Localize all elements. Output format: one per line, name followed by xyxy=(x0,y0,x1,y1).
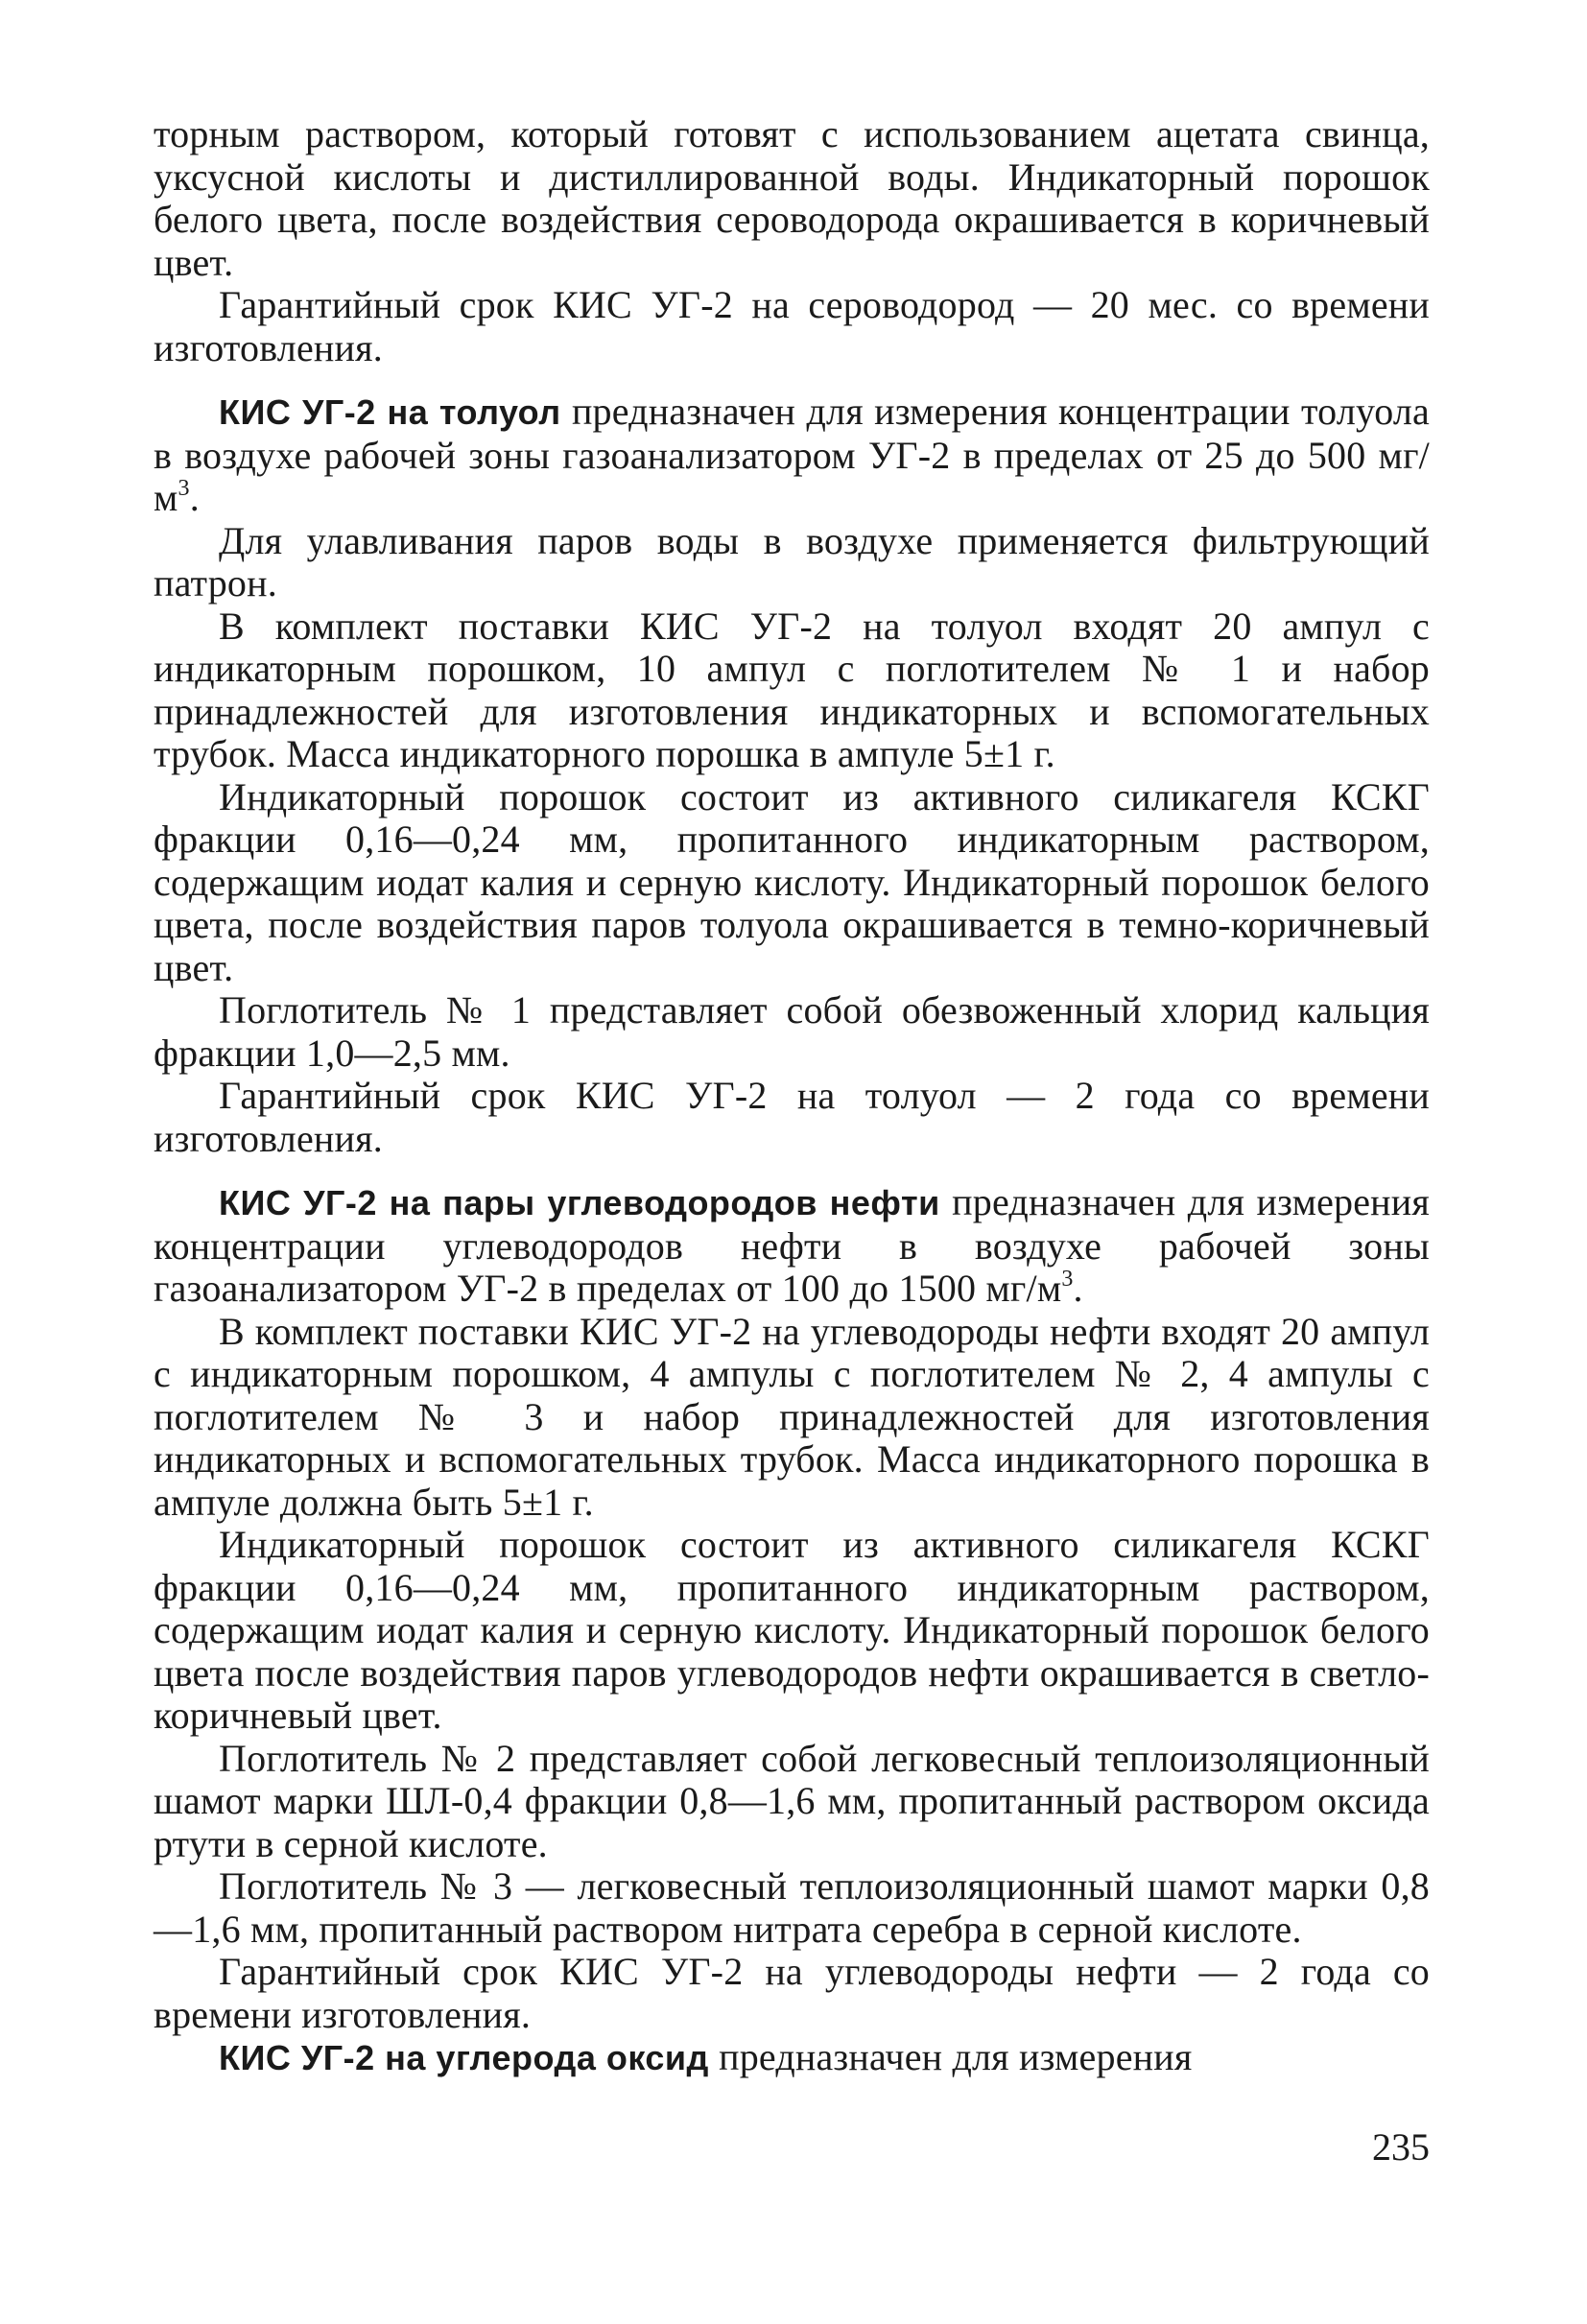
heading-co: КИС УГ-2 на углерода оксид xyxy=(219,2038,709,2077)
paragraph-co-intro xyxy=(154,2036,1430,2080)
paragraph-co-text: предназначен для измерения xyxy=(708,2035,1193,2078)
paragraph-filter: Для улавливания паров воды в воздухе применяется фильтрующий патрон. xyxy=(154,518,1430,605)
paragraph-toluene-kit: В комплект поставки КИС УГ-2 на толуол входят 20 ампул с индикаторным порошком, 10 ампул с поглотителем № 1 и набор принадлежностей для изготовления индикаторных и вспомогательных трубок. Масса индикаторного порошка в ампуле 5±1 г. xyxy=(154,604,1430,775)
paragraph-warranty-oil: Гарантийный срок КИС УГ-2 на углеводороды нефти — 2 года со времени изготовления. xyxy=(154,1950,1430,2036)
paragraph-absorber-1: Поглотитель № 1 представляет собой обезвоженный хлорид кальция фракции 1,0—2,5 мм. xyxy=(154,988,1430,1075)
page-body xyxy=(154,113,1430,2080)
paragraph-toluene-text: предназначен для измерения концентрации толуола в воздухе рабочей зоны газоанализатором УГ-2 в пределах от 25 до 500 мг/м xyxy=(154,390,1430,519)
paragraph-oil-powder: Индикаторный порошок состоит из активного силикагеля КСКГ фракции 0,16—0,24 мм, пропитанного индикаторным раствором, содержащим иодат калия и серную кислоту. Индикаторный порошок белого цвета после воздействия паров углеводородов нефти окрашивается в светло-коричневый цвет. xyxy=(154,1523,1430,1737)
paragraph-continuation: торным раствором, который готовят с использованием ацетата свинца, уксусной кислоты и дистиллированной воды. Индикаторный порошок белого цвета, после воздействия сероводорода окрашивается в коричневый цвет. xyxy=(154,112,1430,284)
paragraph-warranty-h2s: Гарантийный срок КИС УГ-2 на сероводород — 20 мес. со времени изготовления. xyxy=(154,283,1430,369)
superscript: 3 xyxy=(178,476,190,501)
period: . xyxy=(189,476,200,519)
paragraph-oil-intro xyxy=(154,1181,1430,1311)
paragraph-absorber-3: Поглотитель № 3 — легковесный теплоизоляционный шамот марки 0,8—1,6 мм, пропитанный раствором нитрата серебра в серной кислоте. xyxy=(154,1864,1430,1951)
paragraph-absorber-2: Поглотитель № 2 представляет собой легковесный теплоизоляционный шамот марки ШЛ-0,4 фракции 0,8—1,6 мм, пропитанный раствором оксида ртути в серной кислоте. xyxy=(154,1736,1430,1865)
heading-toluene: КИС УГ-2 на толуол xyxy=(219,392,561,432)
period: . xyxy=(1073,1267,1083,1310)
paragraph-oil-text: предназначен для измерения концентрации углеводородов нефти в воздухе рабочей зоны газоанализатором УГ-2 в пределах от 100 до 1500 мг/м xyxy=(154,1180,1430,1310)
paragraph-toluene-intro xyxy=(154,391,1430,520)
heading-oil: КИС УГ-2 на пары углеводородов нефти xyxy=(219,1183,940,1222)
page-number: 235 xyxy=(1372,2125,1430,2169)
paragraph-oil-kit: В комплект поставки КИС УГ-2 на углеводороды нефти входят 20 ампул с индикаторным порошком, 4 ампулы с поглотителем № 2, 4 ампулы с поглотителем № 3 и набор принадлежностей для изготовления индикаторных и вспомогательных трубок. Масса индикаторного порошка в ампуле должна быть 5±1 г. xyxy=(154,1309,1430,1524)
paragraph-toluene-powder: Индикаторный порошок состоит из активного силикагеля КСКГ фракции 0,16—0,24 мм, пропитанного индикаторным раствором, содержащим иодат калия и серную кислоту. Индикаторный порошок белого цвета, после воздействия паров толуола окрашивается в темно-коричневый цвет. xyxy=(154,774,1430,989)
superscript: 3 xyxy=(1061,1267,1074,1292)
paragraph-warranty-toluene: Гарантийный срок КИС УГ-2 на толуол — 2 года со времени изготовления. xyxy=(154,1074,1430,1160)
